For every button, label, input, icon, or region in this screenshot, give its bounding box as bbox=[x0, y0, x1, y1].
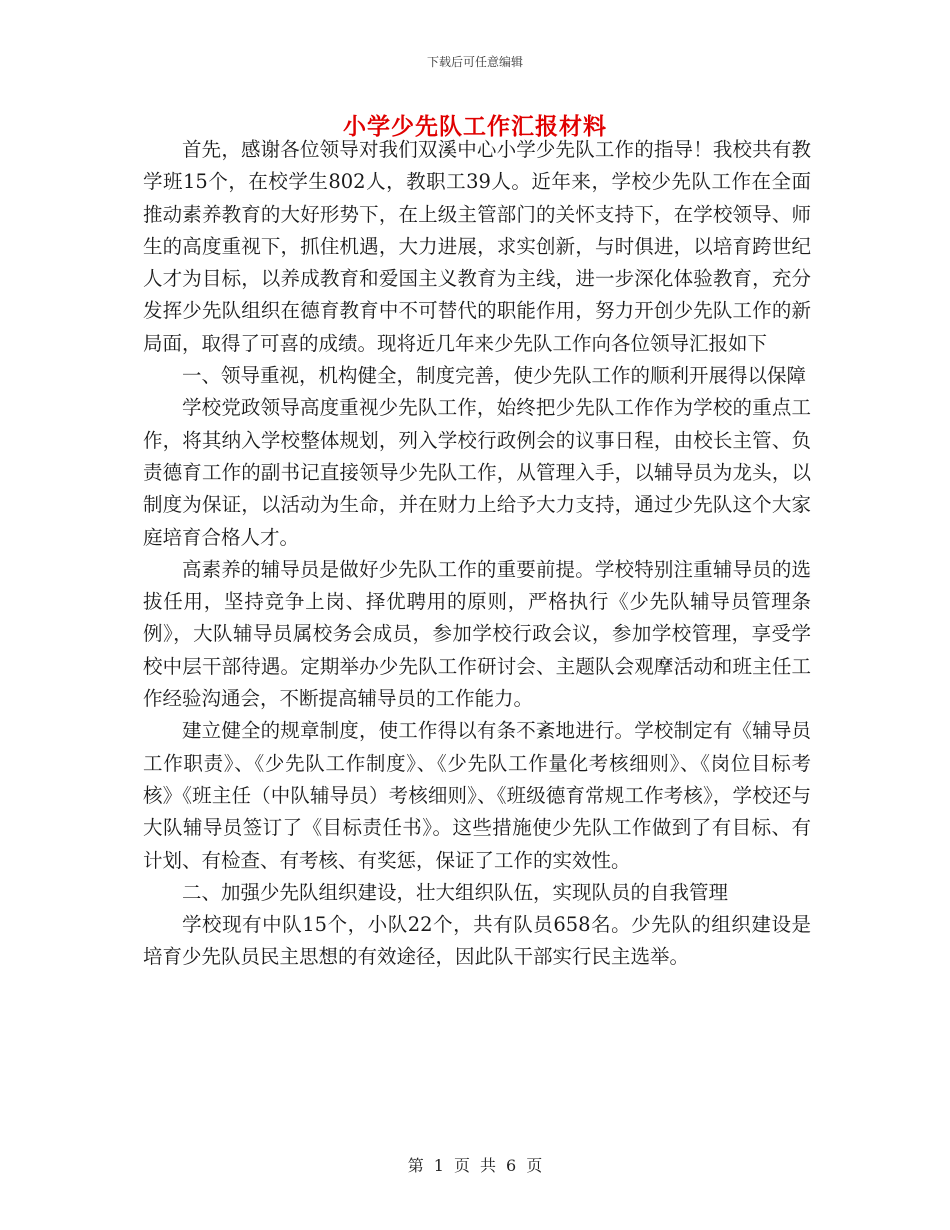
total-unit: 页 bbox=[526, 1156, 543, 1175]
page-unit: 页 bbox=[453, 1156, 470, 1175]
paragraph-counselors: 高素养的辅导员是做好少先队工作的重要前提。学校特别注重辅导员的选拔任用，坚持竞争上岗、择优聘用的原则，严格执行《少先队辅导员管理条例》，大队辅导员属校务会成员，参加学校行政会议，参加学校管理，享受学校中层干部待遇。定期举办少先队工作研讨会、主题队会观摩活动和班主任工作经验沟通会，不断提高辅导员的工作能力。 bbox=[143, 557, 811, 711]
paragraph-intro: 首先，感谢各位领导对我们双溪中心小学少先队工作的指导！我校共有教学班15个，在校学生802人，教职工39人。近年来，学校少先队工作在全面推动素养教育的大好形势下，在上级主管部门的关怀支持下，在学校领导、师生的高度重视下，抓住机遇，大力进展，求实创新，与时俱进，以培育跨世纪人才为目标，以养成教育和爱国主义教育为主线，进一步深化体验教育，充分发挥少先队组织在德育教育中不可替代的职能作用，努力开创少先队工作的新局面，取得了可喜的成绩。现将近几年来少先队工作向各位领导汇报如下 bbox=[143, 138, 811, 355]
paragraph-organization: 学校现有中队15个，小队22个，共有队员658名。少先队的组织建设是培育少先队员民主思想的有效途径，因此队干部实行民主选举。 bbox=[143, 913, 811, 969]
total-pages: 6 bbox=[506, 1156, 517, 1175]
page-header: 下载后可任意编辑 bbox=[426, 55, 523, 69]
section-heading-1: 一、领导重视，机构健全，制度完善，使少先队工作的顺利开展得以保障 bbox=[182, 364, 807, 388]
paragraph-regulations: 建立健全的规章制度，使工作得以有条不紊地进行。学校制定有《辅导员工作职责》、《少先队工作制度》、《少先队工作量化考核细则》、《岗位目标考核》《班主任（中队辅导员）考核细则》、《班级德育常规工作考核》，学校还与大队辅导员签订了《目标责任书》。这些措施使少先队工作做到了有目标、有计划、有检查、有考核、有奖惩，保证了工作的实效性。 bbox=[143, 719, 811, 872]
document-title: 小学少先队工作汇报材料 bbox=[343, 113, 607, 140]
total-label: 共 bbox=[480, 1156, 497, 1175]
section-heading-2: 二、加强少先队组织建设，壮大组织队伍，实现队员的自我管理 bbox=[182, 880, 729, 904]
page-label: 第 bbox=[407, 1156, 424, 1175]
page-footer bbox=[0, 1153, 950, 1176]
page-number: 1 bbox=[433, 1156, 444, 1175]
document-body bbox=[143, 134, 811, 974]
paragraph-leadership: 学校党政领导高度重视少先队工作，始终把少先队工作作为学校的重点工作，将其纳入学校整体规划，列入学校行政例会的议事日程，由校长主管、负责德育工作的副书记直接领导少先队工作，从管理入手，以辅导员为龙头，以制度为保证，以活动为生命，并在财力上给予大力支持，通过少先队这个大家庭培育合格人才。 bbox=[143, 396, 811, 549]
